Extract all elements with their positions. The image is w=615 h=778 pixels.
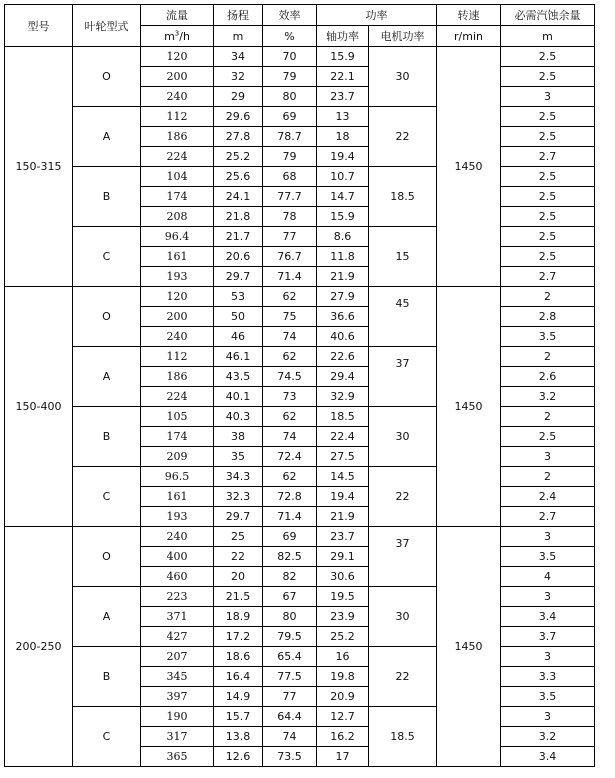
cell-npsh: 3 xyxy=(501,707,595,727)
cell-flow: 240 xyxy=(141,87,214,107)
cell-npsh: 2.5 xyxy=(501,107,595,127)
cell-npsh: 2 xyxy=(501,467,595,487)
cell-head: 50 xyxy=(214,307,263,327)
cell-efficiency: 73.5 xyxy=(263,747,317,767)
cell-shaft-power: 29.4 xyxy=(317,367,369,387)
cell-motor-power: 22 xyxy=(369,467,437,527)
cell-shaft-power: 18 xyxy=(317,127,369,147)
cell-npsh: 2 xyxy=(501,347,595,367)
cell-shaft-power: 27.9 xyxy=(317,287,369,307)
cell-efficiency: 64.4 xyxy=(263,707,317,727)
cell-efficiency: 79 xyxy=(263,67,317,87)
cell-efficiency: 77.7 xyxy=(263,187,317,207)
cell-motor-power: 30 xyxy=(369,47,437,107)
cell-npsh: 3.7 xyxy=(501,627,595,647)
cell-efficiency: 76.7 xyxy=(263,247,317,267)
table-row xyxy=(5,167,595,187)
cell-flow: 105 xyxy=(141,407,214,427)
cell-flow: 207 xyxy=(141,647,214,667)
table-row xyxy=(5,47,595,67)
cell-flow: 400 xyxy=(141,547,214,567)
cell-flow: 208 xyxy=(141,207,214,227)
cell-head: 12.6 xyxy=(214,747,263,767)
cell-motor-power: 18.5 xyxy=(369,707,437,767)
cell-shaft-power: 29.1 xyxy=(317,547,369,567)
header-speed-unit: r/min xyxy=(437,26,501,47)
cell-shaft-power: 25.2 xyxy=(317,627,369,647)
cell-efficiency: 80 xyxy=(263,87,317,107)
cell-efficiency: 62 xyxy=(263,407,317,427)
cell-shaft-power: 15.9 xyxy=(317,47,369,67)
cell-head: 35 xyxy=(214,447,263,467)
cell-flow: 224 xyxy=(141,387,214,407)
cell-efficiency: 77 xyxy=(263,687,317,707)
cell-shaft-power: 27.5 xyxy=(317,447,369,467)
cell-flow: 120 xyxy=(141,287,214,307)
cell-efficiency: 71.4 xyxy=(263,507,317,527)
cell-npsh: 3 xyxy=(501,87,595,107)
cell-impeller-type: B xyxy=(73,647,141,707)
table-body xyxy=(5,47,595,767)
header-flow-unit xyxy=(141,26,214,47)
cell-npsh: 2.7 xyxy=(501,267,595,287)
cell-head: 14.9 xyxy=(214,687,263,707)
cell-npsh: 3.5 xyxy=(501,547,595,567)
table-row xyxy=(5,227,595,247)
cell-motor-power: 22 xyxy=(369,107,437,167)
flow-unit-sup: 3 xyxy=(174,28,180,37)
cell-motor-power: 22 xyxy=(369,647,437,707)
cell-impeller-type: C xyxy=(73,707,141,767)
cell-shaft-power: 12.7 xyxy=(317,707,369,727)
cell-efficiency: 74 xyxy=(263,727,317,747)
cell-flow: 161 xyxy=(141,247,214,267)
cell-flow: 240 xyxy=(141,327,214,347)
cell-model: 150-400 xyxy=(5,287,73,527)
cell-head: 40.3 xyxy=(214,407,263,427)
cell-head: 25.6 xyxy=(214,167,263,187)
cell-flow: 317 xyxy=(141,727,214,747)
table-header xyxy=(5,5,595,47)
cell-flow: 371 xyxy=(141,607,214,627)
cell-head: 32.3 xyxy=(214,487,263,507)
header-head-unit: m xyxy=(214,26,263,47)
cell-head: 53 xyxy=(214,287,263,307)
cell-shaft-power: 19.5 xyxy=(317,587,369,607)
table-row xyxy=(5,707,595,727)
cell-head: 29.6 xyxy=(214,107,263,127)
cell-efficiency: 72.8 xyxy=(263,487,317,507)
cell-flow: 223 xyxy=(141,587,214,607)
cell-flow: 365 xyxy=(141,747,214,767)
cell-efficiency: 74 xyxy=(263,427,317,447)
cell-efficiency: 62 xyxy=(263,287,317,307)
cell-motor-power: 30 xyxy=(369,407,437,467)
table-row xyxy=(5,287,595,307)
cell-efficiency: 62 xyxy=(263,347,317,367)
table-row xyxy=(5,467,595,487)
cell-shaft-power: 15.9 xyxy=(317,207,369,227)
cell-npsh: 4 xyxy=(501,567,595,587)
cell-head: 38 xyxy=(214,427,263,447)
cell-npsh: 2.5 xyxy=(501,427,595,447)
cell-shaft-power: 21.9 xyxy=(317,507,369,527)
cell-npsh: 3 xyxy=(501,647,595,667)
cell-model: 150-315 xyxy=(5,47,73,287)
cell-flow: 193 xyxy=(141,267,214,287)
cell-npsh: 2.7 xyxy=(501,507,595,527)
cell-shaft-power: 18.5 xyxy=(317,407,369,427)
cell-efficiency: 79 xyxy=(263,147,317,167)
cell-head: 29.7 xyxy=(214,507,263,527)
cell-npsh: 3.5 xyxy=(501,327,595,347)
cell-flow: 240 xyxy=(141,527,214,547)
cell-impeller-type: C xyxy=(73,467,141,527)
cell-head: 25 xyxy=(214,527,263,547)
cell-speed: 1450 xyxy=(437,287,501,527)
cell-head: 16.4 xyxy=(214,667,263,687)
cell-efficiency: 69 xyxy=(263,527,317,547)
cell-npsh: 2.8 xyxy=(501,307,595,327)
cell-npsh: 3 xyxy=(501,587,595,607)
cell-efficiency: 82 xyxy=(263,567,317,587)
cell-npsh: 3.2 xyxy=(501,387,595,407)
cell-head: 34.3 xyxy=(214,467,263,487)
cell-motor-power: 37 xyxy=(369,347,437,407)
cell-flow: 96.5 xyxy=(141,467,214,487)
cell-shaft-power: 40.6 xyxy=(317,327,369,347)
cell-head: 13.8 xyxy=(214,727,263,747)
cell-flow: 224 xyxy=(141,147,214,167)
cell-speed: 1450 xyxy=(437,47,501,287)
header-motor-power: 电机功率 xyxy=(369,26,437,47)
flow-unit-base: m xyxy=(164,29,175,43)
cell-flow: 427 xyxy=(141,627,214,647)
cell-motor-power: 30 xyxy=(369,587,437,647)
header-speed: 转速 xyxy=(437,5,501,26)
header-efficiency: 效率 xyxy=(263,5,317,26)
cell-head: 40.1 xyxy=(214,387,263,407)
cell-head: 29.7 xyxy=(214,267,263,287)
cell-npsh: 2.5 xyxy=(501,187,595,207)
cell-npsh: 2.5 xyxy=(501,127,595,147)
header-efficiency-unit: % xyxy=(263,26,317,47)
header-power: 功率 xyxy=(317,5,437,26)
cell-head: 25.2 xyxy=(214,147,263,167)
table-row xyxy=(5,347,595,367)
cell-efficiency: 82.5 xyxy=(263,547,317,567)
cell-head: 32 xyxy=(214,67,263,87)
cell-head: 20.6 xyxy=(214,247,263,267)
cell-head: 21.8 xyxy=(214,207,263,227)
cell-npsh: 2.6 xyxy=(501,367,595,387)
cell-efficiency: 62 xyxy=(263,467,317,487)
cell-shaft-power: 22.1 xyxy=(317,67,369,87)
cell-flow: 200 xyxy=(141,67,214,87)
cell-shaft-power: 11.8 xyxy=(317,247,369,267)
cell-head: 24.1 xyxy=(214,187,263,207)
cell-head: 18.9 xyxy=(214,607,263,627)
cell-head: 20 xyxy=(214,567,263,587)
table-row xyxy=(5,527,595,547)
cell-flow: 193 xyxy=(141,507,214,527)
table-row xyxy=(5,587,595,607)
cell-shaft-power: 19.8 xyxy=(317,667,369,687)
cell-impeller-type: A xyxy=(73,107,141,167)
cell-npsh: 3 xyxy=(501,447,595,467)
header-impeller: 叶轮型式 xyxy=(73,5,141,47)
header-head: 扬程 xyxy=(214,5,263,26)
cell-shaft-power: 10.7 xyxy=(317,167,369,187)
cell-npsh: 2.5 xyxy=(501,67,595,87)
cell-flow: 460 xyxy=(141,567,214,587)
cell-npsh: 3 xyxy=(501,527,595,547)
cell-npsh: 2 xyxy=(501,407,595,427)
cell-efficiency: 74.5 xyxy=(263,367,317,387)
cell-head: 18.6 xyxy=(214,647,263,667)
cell-shaft-power: 30.6 xyxy=(317,567,369,587)
cell-impeller-type: O xyxy=(73,47,141,107)
cell-impeller-type: O xyxy=(73,527,141,587)
cell-efficiency: 77.5 xyxy=(263,667,317,687)
cell-impeller-type: O xyxy=(73,287,141,347)
cell-head: 15.7 xyxy=(214,707,263,727)
cell-npsh: 3.4 xyxy=(501,607,595,627)
cell-motor-power: 15 xyxy=(369,227,437,287)
cell-head: 27.8 xyxy=(214,127,263,147)
cell-shaft-power: 17 xyxy=(317,747,369,767)
cell-efficiency: 74 xyxy=(263,327,317,347)
cell-flow: 112 xyxy=(141,107,214,127)
cell-npsh: 2.5 xyxy=(501,167,595,187)
cell-head: 17.2 xyxy=(214,627,263,647)
cell-flow: 397 xyxy=(141,687,214,707)
header-npsh: 必需汽蚀余量 xyxy=(501,5,595,26)
cell-shaft-power: 14.5 xyxy=(317,467,369,487)
cell-speed: 1450 xyxy=(437,527,501,767)
cell-efficiency: 77 xyxy=(263,227,317,247)
cell-npsh: 3.5 xyxy=(501,687,595,707)
cell-efficiency: 75 xyxy=(263,307,317,327)
cell-efficiency: 69 xyxy=(263,107,317,127)
cell-shaft-power: 22.4 xyxy=(317,427,369,447)
cell-shaft-power: 19.4 xyxy=(317,147,369,167)
cell-head: 46 xyxy=(214,327,263,347)
cell-npsh: 2.7 xyxy=(501,147,595,167)
cell-npsh: 2.5 xyxy=(501,47,595,67)
flow-unit-tail: /h xyxy=(179,29,190,43)
cell-shaft-power: 23.9 xyxy=(317,607,369,627)
cell-head: 43.5 xyxy=(214,367,263,387)
cell-head: 21.7 xyxy=(214,227,263,247)
cell-flow: 161 xyxy=(141,487,214,507)
cell-head: 46.1 xyxy=(214,347,263,367)
cell-shaft-power: 20.9 xyxy=(317,687,369,707)
header-npsh-unit: m xyxy=(501,26,595,47)
pump-performance-table xyxy=(4,4,595,767)
cell-flow: 112 xyxy=(141,347,214,367)
cell-motor-power: 45 xyxy=(369,287,437,347)
cell-npsh: 3.2 xyxy=(501,727,595,747)
cell-head: 34 xyxy=(214,47,263,67)
cell-impeller-type: A xyxy=(73,347,141,407)
cell-efficiency: 65.4 xyxy=(263,647,317,667)
cell-motor-power: 18.5 xyxy=(369,167,437,227)
cell-motor-power: 37 xyxy=(369,527,437,587)
cell-efficiency: 72.4 xyxy=(263,447,317,467)
cell-flow: 345 xyxy=(141,667,214,687)
cell-shaft-power: 32.9 xyxy=(317,387,369,407)
cell-shaft-power: 22.6 xyxy=(317,347,369,367)
cell-efficiency: 68 xyxy=(263,167,317,187)
cell-npsh: 2.5 xyxy=(501,207,595,227)
cell-flow: 190 xyxy=(141,707,214,727)
cell-flow: 186 xyxy=(141,367,214,387)
header-flow: 流量 xyxy=(141,5,214,26)
cell-shaft-power: 16 xyxy=(317,647,369,667)
cell-shaft-power: 23.7 xyxy=(317,527,369,547)
cell-npsh: 2.4 xyxy=(501,487,595,507)
cell-shaft-power: 21.9 xyxy=(317,267,369,287)
table-row xyxy=(5,407,595,427)
cell-flow: 200 xyxy=(141,307,214,327)
cell-head: 21.5 xyxy=(214,587,263,607)
table-row xyxy=(5,647,595,667)
cell-efficiency: 70 xyxy=(263,47,317,67)
cell-shaft-power: 23.7 xyxy=(317,87,369,107)
cell-npsh: 2.5 xyxy=(501,227,595,247)
cell-npsh: 2 xyxy=(501,287,595,307)
cell-shaft-power: 13 xyxy=(317,107,369,127)
cell-impeller-type: C xyxy=(73,227,141,287)
cell-efficiency: 79.5 xyxy=(263,627,317,647)
cell-npsh: 3.4 xyxy=(501,747,595,767)
cell-flow: 96.4 xyxy=(141,227,214,247)
cell-flow: 104 xyxy=(141,167,214,187)
header-model: 型号 xyxy=(5,5,73,47)
cell-flow: 174 xyxy=(141,187,214,207)
cell-impeller-type: A xyxy=(73,587,141,647)
cell-shaft-power: 19.4 xyxy=(317,487,369,507)
cell-flow: 120 xyxy=(141,47,214,67)
cell-impeller-type: B xyxy=(73,167,141,227)
cell-model: 200-250 xyxy=(5,527,73,767)
cell-efficiency: 73 xyxy=(263,387,317,407)
cell-impeller-type: B xyxy=(73,407,141,467)
cell-efficiency: 80 xyxy=(263,607,317,627)
cell-shaft-power: 16.2 xyxy=(317,727,369,747)
table-row xyxy=(5,107,595,127)
cell-flow: 186 xyxy=(141,127,214,147)
cell-efficiency: 71.4 xyxy=(263,267,317,287)
cell-npsh: 2.5 xyxy=(501,247,595,267)
cell-npsh: 3.3 xyxy=(501,667,595,687)
header-shaft-power: 轴功率 xyxy=(317,26,369,47)
cell-shaft-power: 14.7 xyxy=(317,187,369,207)
cell-head: 29 xyxy=(214,87,263,107)
cell-shaft-power: 36.6 xyxy=(317,307,369,327)
cell-shaft-power: 8.6 xyxy=(317,227,369,247)
cell-head: 22 xyxy=(214,547,263,567)
cell-flow: 209 xyxy=(141,447,214,467)
cell-efficiency: 67 xyxy=(263,587,317,607)
cell-flow: 174 xyxy=(141,427,214,447)
cell-efficiency: 78 xyxy=(263,207,317,227)
cell-efficiency: 78.7 xyxy=(263,127,317,147)
